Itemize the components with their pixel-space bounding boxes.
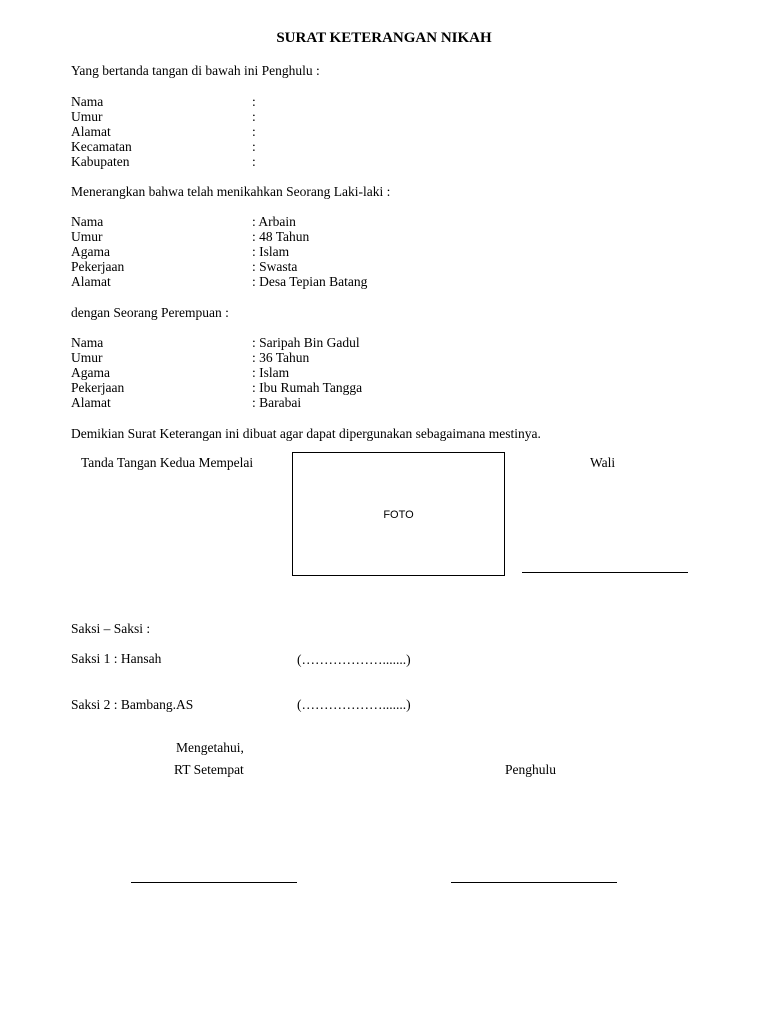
saksi1-name: Saksi 1 : Hansah	[71, 651, 162, 666]
groom-label-nama: Nama	[71, 214, 104, 229]
saksi2-name: Saksi 2 : Bambang.AS	[71, 697, 194, 712]
bride-value-umur: : 36 Tahun	[252, 350, 310, 365]
groom-value-pekerjaan: : Swasta	[252, 259, 298, 274]
mengetahui-label: Mengetahui,	[176, 740, 244, 755]
bride-label-umur: Umur	[71, 350, 103, 365]
couple-signature-label: Tanda Tangan Kedua Mempelai	[81, 455, 254, 470]
official-value-nama: :	[252, 94, 256, 109]
bride-value-pekerjaan: : Ibu Rumah Tangga	[252, 380, 363, 395]
groom-value-alamat: : Desa Tepian Batang	[252, 274, 368, 289]
official-value-kabupaten: :	[252, 154, 256, 169]
groom-value-nama: : Arbain	[252, 214, 296, 229]
document-title: SURAT KETERANGAN NIKAH	[276, 30, 492, 46]
wali-signature-line	[522, 572, 688, 573]
groom-value-agama: : Islam	[252, 244, 290, 259]
bride-label-agama: Agama	[71, 365, 110, 380]
bride-value-alamat: : Barabai	[252, 395, 302, 410]
official-value-alamat: :	[252, 124, 256, 139]
groom-intro: Menerangkan bahwa telah menikahkan Seorang Laki-laki :	[71, 184, 391, 199]
bride-value-nama: : Saripah Bin Gadul	[252, 335, 360, 350]
intro-text: Yang bertanda tangan di bawah ini Penghulu :	[71, 63, 320, 78]
witnesses-heading: Saksi – Saksi :	[71, 621, 151, 636]
groom-label-alamat: Alamat	[71, 274, 111, 289]
official-value-kecamatan: :	[252, 139, 256, 154]
official-label-nama: Nama	[71, 94, 104, 109]
bride-label-alamat: Alamat	[71, 395, 111, 410]
bride-intro: dengan Seorang Perempuan :	[71, 305, 229, 320]
rt-signature-line	[131, 882, 297, 883]
official-label-alamat: Alamat	[71, 124, 111, 139]
photo-box	[292, 452, 505, 576]
groom-label-agama: Agama	[71, 244, 110, 259]
penghulu-signature-line	[451, 882, 617, 883]
saksi2-signature: (……………….......)	[297, 697, 411, 712]
saksi1-signature: (……………….......)	[297, 652, 411, 667]
official-value-umur: :	[252, 109, 256, 124]
official-label-kabupaten: Kabupaten	[71, 154, 130, 169]
wali-label: Wali	[590, 455, 616, 470]
bride-label-nama: Nama	[71, 335, 104, 350]
official-label-umur: Umur	[71, 109, 103, 124]
bride-value-agama: : Islam	[252, 365, 290, 380]
bride-label-pekerjaan: Pekerjaan	[71, 380, 125, 395]
groom-label-umur: Umur	[71, 229, 103, 244]
official-label-kecamatan: Kecamatan	[71, 139, 132, 154]
groom-label-pekerjaan: Pekerjaan	[71, 259, 125, 274]
photo-label: FOTO	[383, 509, 414, 521]
groom-value-umur: : 48 Tahun	[252, 229, 310, 244]
rt-setempat-label: RT Setempat	[174, 762, 244, 777]
penghulu-label: Penghulu	[505, 762, 557, 777]
closing-text: Demikian Surat Keterangan ini dibuat agar dapat dipergunakan sebagaimana mestinya.	[71, 426, 541, 441]
